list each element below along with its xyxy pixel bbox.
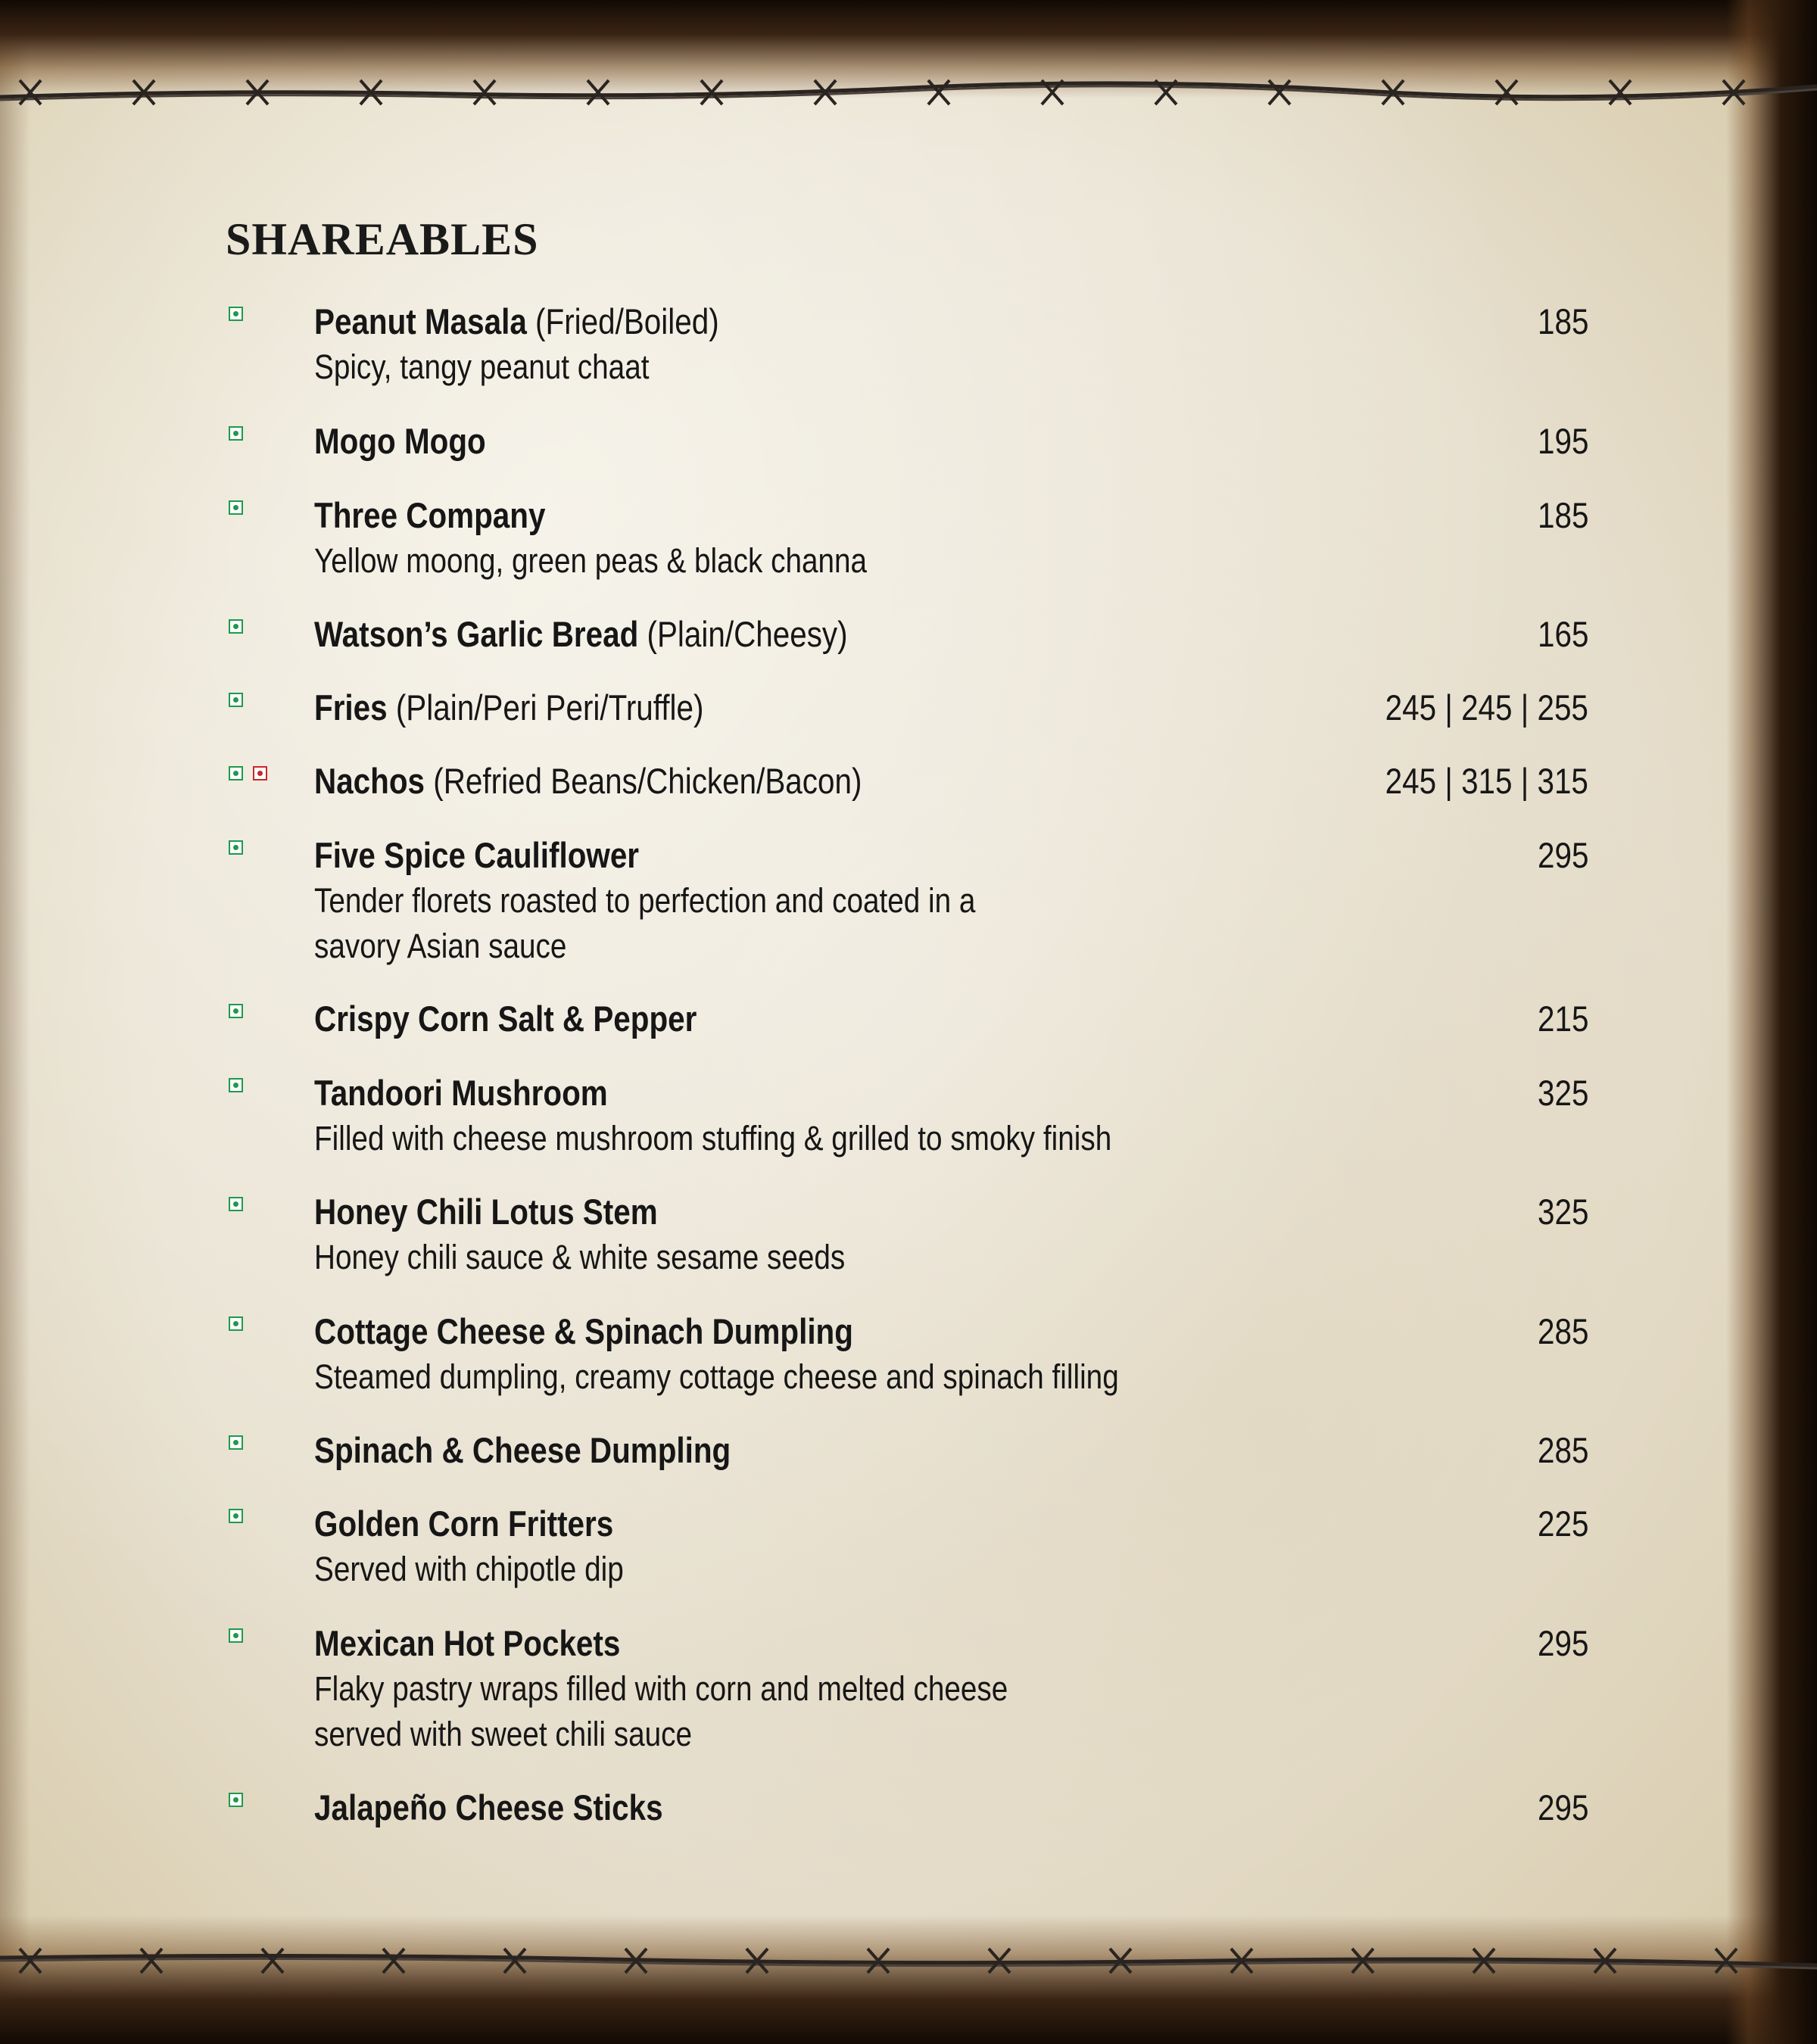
menu-item-title-line [314,1309,1226,1354]
menu-item-name: Jalapeño Cheese Sticks [314,1787,663,1827]
menu-item-options: (Refried Beans/Chicken/Bacon) [433,761,862,801]
menu-item-text [314,1189,1374,1280]
menu-item-description: Spicy, tangy peanut chaat [314,347,650,386]
menu-item-description: Steamed dumpling, creamy cottage cheese and spinach filling [314,1357,1119,1396]
menu-item-text [314,612,1374,657]
menu-item-description: Yellow moong, green peas & black channa [314,541,868,580]
menu-item-name: Cottage Cheese & Spinach Dumpling [314,1311,853,1351]
veg-marker-icon [229,1509,243,1523]
menu-item-name: Golden Corn Fritters [314,1503,614,1544]
veg-marker-icon [229,1435,243,1450]
menu-item-price: 325 [1537,1073,1588,1113]
menu-item-title-line [314,299,1226,344]
menu-item-title-line [314,1785,1226,1831]
veg-marker-icon [229,619,243,634]
menu-item-title-line [314,1501,1226,1547]
menu-item-title-line [314,419,1226,464]
menu-item-title-line [314,1621,1226,1666]
veg-marker-icon [229,1793,243,1807]
menu-item-description: Flaky pastry wraps filled with corn and melted cheese [314,1669,1008,1708]
menu-item-title-line [314,1189,1226,1235]
menu-item-price: 245 | 315 | 315 [1385,761,1588,801]
menu-item-price: 295 [1537,1623,1588,1663]
veg-marker-icon [229,1628,243,1643]
menu-item-text [314,833,1374,969]
menu-item-title-line [314,493,1226,538]
menu-item-name: Mexican Hot Pockets [314,1623,621,1663]
menu-item-text [314,996,1374,1042]
menu-item-title-line [314,996,1226,1042]
menu-item-price: 285 [1537,1430,1588,1470]
menu-item-text [314,1070,1374,1161]
menu-item-price: 215 [1537,999,1588,1039]
menu-item-options: (Plain/Cheesy) [647,614,848,654]
menu-item-price: 225 [1537,1503,1588,1544]
menu-item-title-line [314,1428,1226,1473]
menu-item-title-line [314,612,1226,657]
veg-marker-icon [229,1078,243,1092]
menu-item-name: Nachos [314,761,425,801]
veg-marker-icon [229,1197,243,1211]
menu-item-price: 185 [1537,301,1588,341]
menu-item-name: Honey Chili Lotus Stem [314,1192,658,1232]
menu-item-name: Five Spice Cauliflower [314,835,640,875]
menu-item-name: Peanut Masala [314,301,527,341]
menu-item-name: Tandoori Mushroom [314,1073,608,1113]
menu-item-price: 245 | 245 | 255 [1385,687,1588,728]
menu-item-title-line [314,759,1226,804]
menu-item-text [314,1621,1374,1757]
veg-marker-icon [229,426,243,441]
menu-item-text [314,299,1374,390]
menu-item-text [314,685,1374,731]
veg-marker-icon [229,1004,243,1018]
menu-item-description: Filled with cheese mushroom stuffing & grilled to smoky finish [314,1119,1112,1158]
menu-item-name: Watson’s Garlic Bread [314,614,639,654]
burned-edge-left [0,0,30,2044]
menu-item-price: 195 [1537,421,1588,461]
menu-item-text [314,1785,1374,1831]
menu-item-name: Crispy Corn Salt & Pepper [314,999,697,1039]
menu-item-title-line [314,833,1226,878]
veg-marker-icon [229,693,243,707]
menu-item-text [314,1309,1374,1400]
menu-item-price: 325 [1537,1192,1588,1232]
veg-marker-icon [229,500,243,515]
barbed-wire-top-icon [0,68,1817,114]
menu-item-name: Fries [314,687,388,728]
menu-item-description: Honey chili sauce & white sesame seeds [314,1238,846,1276]
menu-item-price: 295 [1537,1787,1588,1827]
veg-marker-icon [229,840,243,855]
menu-item-price: 185 [1537,495,1588,535]
menu-item-price: 295 [1537,835,1588,875]
menu-item-name: Mogo Mogo [314,421,486,461]
menu-item-name: Three Company [314,495,546,535]
veg-marker-icon [229,1316,243,1331]
menu-item-text [314,493,1374,584]
menu-item-description: Tender florets roasted to perfection and coated in a [314,881,976,920]
menu-item-description: savory Asian sauce [314,927,567,965]
menu-item-description: Served with chipotle dip [314,1550,624,1588]
menu-item-title-line [314,685,1226,731]
nonveg-marker-icon [253,766,267,781]
menu-item-title-line [314,1070,1226,1116]
menu-item-options: (Plain/Peri Peri/Truffle) [395,687,704,728]
menu-item-price: 285 [1537,1311,1588,1351]
menu-item-text [314,1501,1374,1592]
menu-item-text [314,419,1374,464]
menu-item-text [314,759,1374,804]
menu-item-price: 165 [1537,614,1588,654]
burned-edge-right [1726,0,1817,2044]
menu-item-options: (Fried/Boiled) [535,301,719,341]
section-title: SHAREABLES [226,214,539,264]
menu-item-text [314,1428,1374,1473]
menu-item-name: Spinach & Cheese Dumpling [314,1430,731,1470]
barbed-wire-bottom-icon [0,1938,1817,1983]
veg-marker-icon [229,307,243,321]
veg-marker-icon [229,766,243,781]
menu-item-description: served with sweet chili sauce [314,1715,693,1753]
